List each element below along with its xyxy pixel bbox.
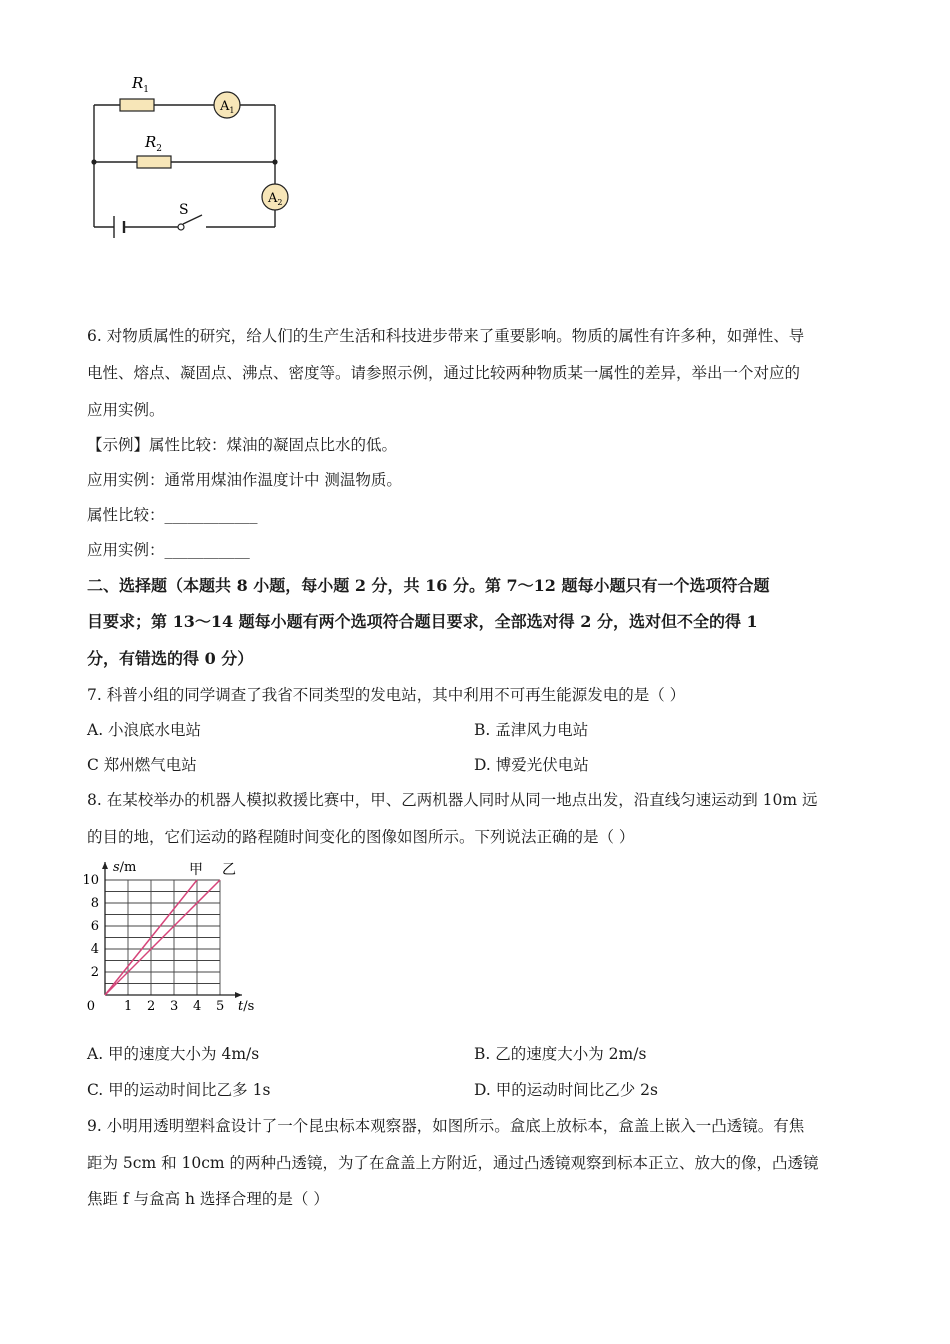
switch-label: S xyxy=(179,202,189,218)
q8-option-c: C. 甲的运动时间比乙多 1s xyxy=(87,1081,271,1099)
r2-label: R xyxy=(145,133,157,151)
q7-option-c: C 郑州燃气电站 xyxy=(87,756,197,774)
x-axis-label: t/s xyxy=(238,999,255,1014)
origin-label: 0 xyxy=(86,999,95,1014)
x-tick-label: 4 xyxy=(193,999,202,1014)
y-axis-arrow xyxy=(102,862,108,869)
q7-option-a: A. 小浪底水电站 xyxy=(87,721,202,739)
svg-text:R2: $R_2$ xyxy=(145,133,163,154)
section2-heading-1: 二、选择题（本题共 8 小题，每小题 2 分，共 16 分。第 7～12 题每小题只有一个选项符合题 xyxy=(87,576,770,595)
svg-text:A2: $A_2$ xyxy=(268,191,283,207)
x-tick-label: 1 xyxy=(124,999,133,1014)
q9-line-1: 9. 小明用透明塑料盒设计了一个昆虫标本观察器，如图所示。盒底上放标本，盒盖上嵌入一凸透镜。有焦 xyxy=(87,1117,805,1135)
resistor-r2 xyxy=(137,156,171,168)
q8-option-a: A. 甲的速度大小为 4m/s xyxy=(87,1045,260,1063)
x-axis-arrow xyxy=(235,992,242,998)
x-tick-label: 3 xyxy=(170,999,179,1014)
q6-example: 【示例】属性比较：煤油的凝固点比水的低。 xyxy=(87,436,398,454)
q6-line-1: 6. 对物质属性的研究，给人们的生产生活和科技进步带来了重要影响。物质的属性有许多种，如弹性、导 xyxy=(87,327,805,345)
q7-option-d: D. 博爱光伏电站 xyxy=(474,756,589,774)
svg-text:R1: $R_1$ xyxy=(132,74,150,95)
q9-line-3: 焦距 f 与盒高 h 选择合理的是（ ） xyxy=(87,1190,329,1208)
q8-line-1: 8. 在某校举办的机器人模拟救援比赛中，甲、乙两机器人同时从同一地点出发，沿直线匀速运动到 10m 远 xyxy=(87,791,818,809)
q6-app-example: 应用实例：通常用煤油作温度计中 测温物质。 xyxy=(87,471,402,489)
y-axis-label: s/m xyxy=(113,860,137,875)
q6-compare-blank: 属性比较：____________ xyxy=(87,506,258,524)
s-t-chart xyxy=(82,852,275,1020)
section2-heading-2: 目要求；第 13～14 题每小题有两个选项符合题目要求，全部选对得 2 分，选对但不全的得 1 xyxy=(87,612,758,631)
q7-stem: 7. 科普小组的同学调查了我省不同类型的发电站，其中利用不可再生能源发电的是（ ） xyxy=(87,686,686,704)
section2-heading-3: 分，有错选的得 0 分） xyxy=(87,649,254,668)
resistor-r1 xyxy=(120,99,154,111)
q6-app-blank: 应用实例：___________ xyxy=(87,541,250,559)
q8-option-d: D. 甲的运动时间比乙少 2s xyxy=(474,1081,658,1099)
a2-label: A xyxy=(268,191,278,206)
junction-dot xyxy=(91,159,96,164)
q9-line-2: 距为 5cm 和 10cm 的两种凸透镜，为了在盒盖上方附近，通过凸透镜观察到标本正立、放大的像，凸透镜 xyxy=(87,1154,819,1172)
q6-line-2: 电性、熔点、凝固点、沸点、密度等。请参照示例，通过比较两种物质某一属性的差异，举出一个对应的 xyxy=(87,364,801,382)
q8-option-b: B. 乙的速度大小为 2m/s xyxy=(474,1045,647,1063)
switch-contact xyxy=(178,224,184,230)
series-label-2: 乙 xyxy=(222,862,236,878)
y-tick-label: 6 xyxy=(90,919,99,934)
y-tick-label: 4 xyxy=(90,942,99,957)
a1-label: A xyxy=(220,99,230,114)
svg-text:A1: $A_1$ xyxy=(220,99,235,115)
series-label-1: 甲 xyxy=(189,862,203,878)
r1-label: R xyxy=(132,74,144,92)
y-tick-label: 8 xyxy=(90,896,99,911)
x-tick-label: 2 xyxy=(147,999,156,1014)
y-tick-label: 2 xyxy=(90,965,99,980)
circuit-diagram xyxy=(80,70,310,255)
q6-line-3: 应用实例。 xyxy=(87,401,165,419)
x-tick-label: 5 xyxy=(216,999,225,1014)
q7-option-b: B. 孟津风力电站 xyxy=(474,721,589,739)
y-tick-label: 10 xyxy=(82,873,99,888)
junction-dot xyxy=(272,159,277,164)
q8-line-2: 的目的地，它们运动的路程随时间变化的图像如图所示。下列说法正确的是（ ） xyxy=(87,828,635,846)
